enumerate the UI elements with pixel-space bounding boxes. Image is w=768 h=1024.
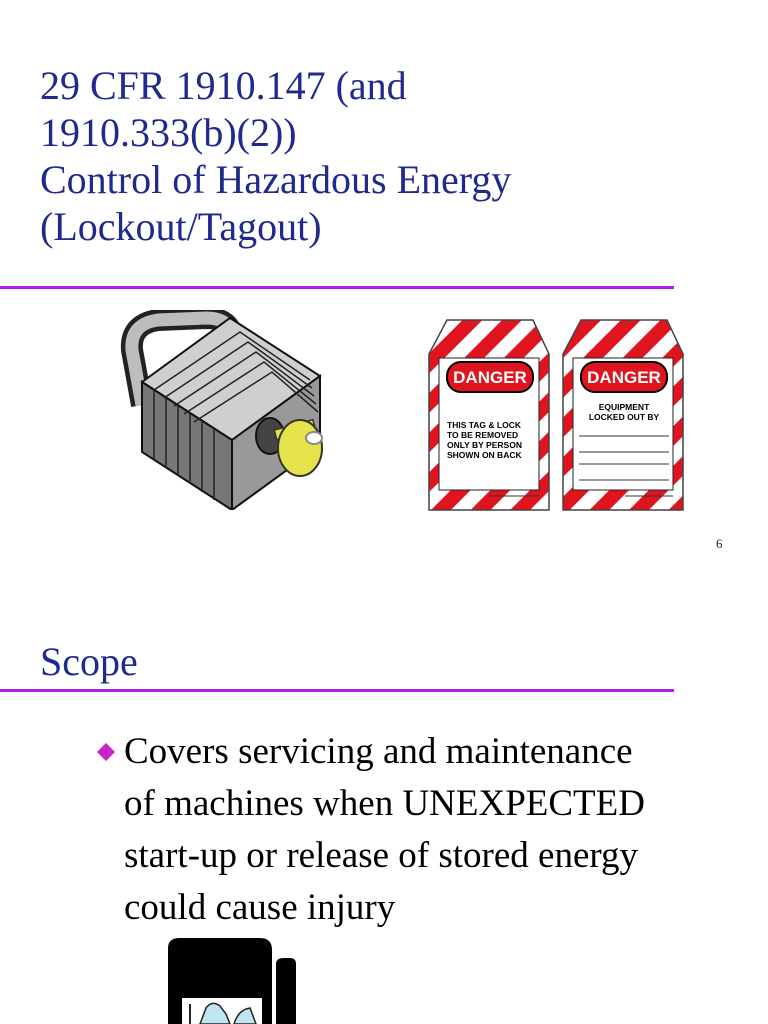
- bullet-line: start-up or release of stored energy: [124, 835, 639, 876]
- slide-title: [40, 62, 720, 250]
- title-line: 29 CFR 1910.147 (and: [40, 63, 407, 108]
- tag-text-line: EQUIPMENT: [598, 402, 650, 412]
- padlock-icon: [120, 310, 330, 510]
- tag-text-line: LOCKED OUT BY: [588, 412, 660, 422]
- bullet-line: of machines when UNEXPECTED: [124, 783, 645, 824]
- tag-text-line: THIS TAG & LOCK: [447, 420, 521, 430]
- tag-text-line: ONLY BY PERSON: [447, 440, 522, 450]
- title-line: (Lockout/Tagout): [40, 204, 322, 249]
- worker-clipart-icon: [160, 934, 310, 1024]
- title-divider: [0, 286, 674, 289]
- heading-divider: [0, 689, 674, 692]
- section-heading: Scope: [40, 639, 138, 684]
- bullet-line: could cause injury: [124, 887, 396, 928]
- bullet-text: [96, 726, 746, 934]
- page-number: 6: [716, 536, 723, 551]
- tag-danger-label: DANGER: [587, 368, 661, 387]
- danger-tags-icon: [425, 318, 687, 514]
- tag-text-line: SHOWN ON BACK: [447, 450, 522, 460]
- diamond-bullet-icon: [96, 742, 116, 762]
- tag-danger-label: DANGER: [453, 368, 527, 387]
- bullet-item: [96, 726, 746, 934]
- bullet-line: Covers servicing and maintenance: [124, 731, 633, 772]
- tag-text-line: TO BE REMOVED: [447, 430, 519, 440]
- title-line: Control of Hazardous Energy: [40, 157, 512, 202]
- title-line: 1910.333(b)(2)): [40, 110, 297, 155]
